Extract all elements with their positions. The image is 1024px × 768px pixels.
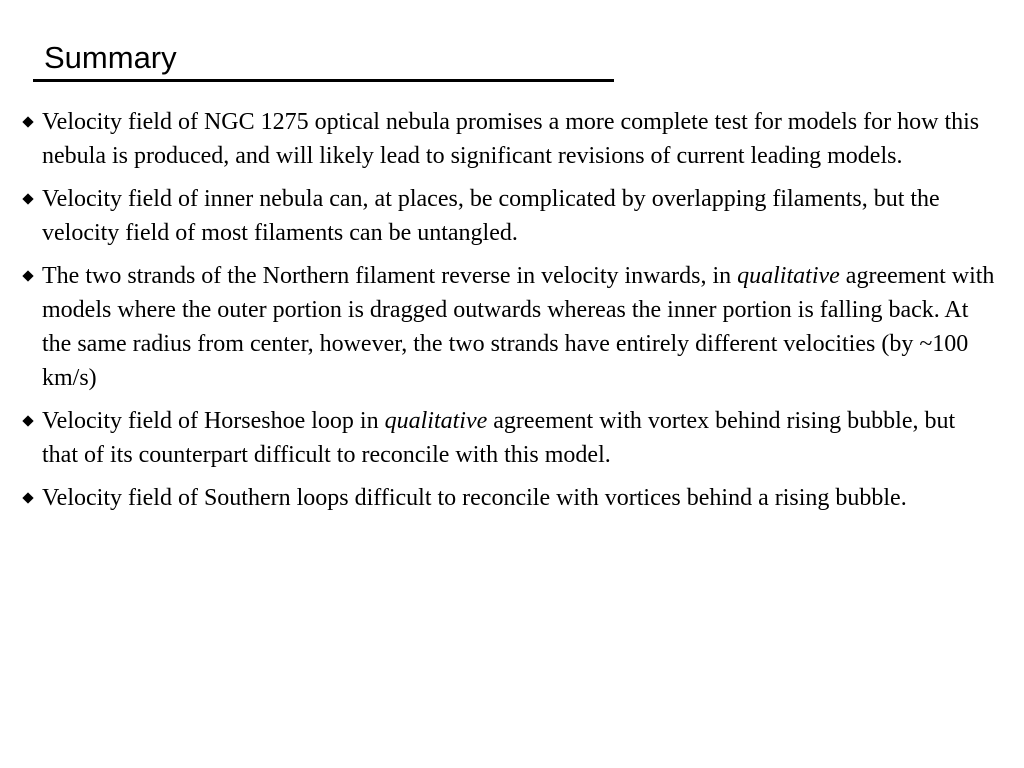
diamond-bullet-icon xyxy=(22,193,33,204)
bullet-text-end: agreement with models where the outer portion is dragged outwards whereas the inner portion is falling back. At the same radius from center, however, the two strands have entirely different velocities (by ~100 km/s) xyxy=(42,263,995,391)
bullet-text-start: The two strands of the Northern filament reverse in velocity inwards, in xyxy=(42,263,738,289)
bullet-item xyxy=(22,481,997,515)
emphasis-text: qualitative xyxy=(737,263,840,289)
bullet-item xyxy=(22,404,997,472)
bullet-text: Velocity field of NGC 1275 optical nebula promises a more complete test for models for how this nebula is produced, and will likely lead to significant revisions of current leading models. xyxy=(42,109,980,169)
diamond-bullet-icon xyxy=(22,270,33,281)
bullet-item xyxy=(22,105,997,173)
bullet-item xyxy=(22,259,997,395)
bullet-item xyxy=(22,182,997,250)
slide-title: Summary xyxy=(44,40,177,75)
diamond-bullet-icon xyxy=(22,116,33,127)
title-underline xyxy=(33,79,614,82)
bullet-text-start: Velocity field of Horseshoe loop in xyxy=(42,408,385,434)
bullet-text-end: agreement with vortex behind rising bubble, but that of its counterpart difficult to reconcile with this model. xyxy=(42,408,956,468)
bullet-text: Velocity field of Southern loops difficult to reconcile with vortices behind a rising bubble. xyxy=(42,485,907,511)
diamond-bullet-icon xyxy=(22,492,33,503)
bullet-text: Velocity field of inner nebula can, at places, be complicated by overlapping filaments, but the velocity field of most filaments can be untangled. xyxy=(42,186,940,246)
emphasis-text: qualitative xyxy=(384,408,488,434)
diamond-bullet-icon xyxy=(22,415,33,426)
bullet-list xyxy=(22,105,997,524)
